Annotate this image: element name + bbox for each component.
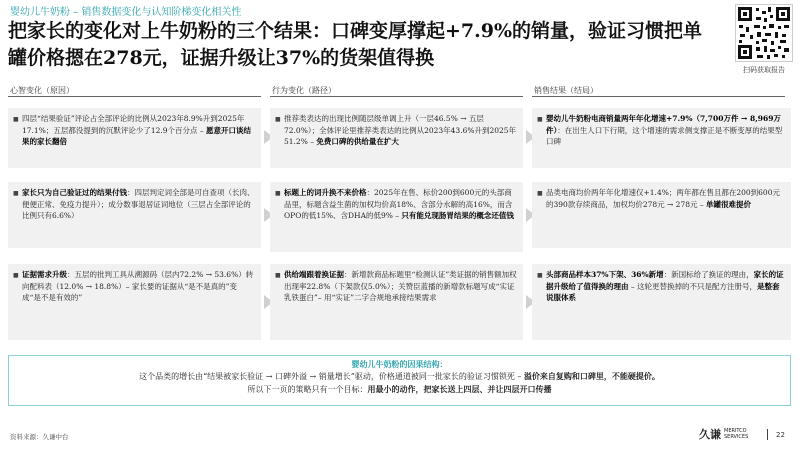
breadcrumb: 婴幼儿牛奶粉 – 销售数据变化与认知阶梯变化相关性 bbox=[10, 7, 242, 18]
result-box-3: ■ 头部商品样本37%下架、36%新增：新国标给了换证的理由，家长的证据升级给了值得换的理由 – 这轮更替换掉的不只是配方注册号，是整套说服体系 bbox=[532, 264, 791, 340]
bullet-icon: ■ bbox=[537, 190, 543, 197]
cause-box-2: ■ 家长只为自己验证过的结果付钱：四层判定词全部是可自查项（长肉、便便正常、免疫力提升）；成分数事退居证词地位（三层占全部评论的比例只有6.6%） bbox=[8, 182, 261, 248]
column-cause bbox=[8, 84, 261, 97]
qr-code-icon bbox=[735, 4, 793, 62]
cause-box-1: ■ 四层“结果验证”评论占全部评论的比例从2023年8.9%升到2025年17.1%；五层都没提到的沉默评论少了12.9个百分点 – 愿意开口谈结果的家长翻倍 bbox=[8, 108, 261, 168]
column-heading: 销售结果（结局） bbox=[532, 84, 785, 97]
column-result bbox=[532, 84, 785, 97]
path-box-2: ■ 标题上的词升换不来价格：2025年在售、标价200到600元的头部商品里，标题含益生菌的加权均价高18%、含部分水解的高16%，而含OPO的低15%、含DHA的低9% – 只有能兑现肠胃结果的概念还值钱 bbox=[270, 182, 523, 252]
source-note: 资料来源：久谦中台 bbox=[10, 433, 69, 441]
page-title: 把家长的变化对上牛奶粉的三个结果：口碑变厚撑起+7.9%的销量，验证习惯把单罐价格摁在278元，证据升级让37%的货架值得换 bbox=[8, 20, 703, 69]
column-heading: 行为变化（路径） bbox=[270, 84, 523, 97]
path-box-3: ■ 供给端跟着换证据：新增款商品标题里“检测认证”类证据的销售额加权出现率22.8%（下架款仅5.0%）；关赞臣蓝播的新增款标题写成“实证乳铁蛋白”– 用“实证”二字合规地承接结果需求 bbox=[270, 264, 523, 340]
qr-caption: 扫码获取报告 bbox=[743, 66, 785, 74]
footer-divider bbox=[767, 429, 768, 440]
summary-heading: 婴幼儿牛奶粉的因果结构： bbox=[351, 359, 448, 369]
bullet-icon: ■ bbox=[537, 116, 543, 123]
summary-line-1: 这个品类的增长由“结果被家长验证 → 口碑外溢 → 销量增长”驱动，价格通道被同一批家长的验证习惯锁死 – 溢价来自复购和口碑里，不能硬提价。 bbox=[139, 371, 660, 381]
bullet-icon: ■ bbox=[537, 272, 543, 279]
column-heading: 心智变化（原因） bbox=[8, 84, 261, 97]
bullet-icon: ■ bbox=[275, 190, 281, 197]
bullet-icon: ■ bbox=[275, 116, 281, 123]
result-box-2: ■ 品类电商均价两年年化增速仅+1.4%；两年都在售且都在200到600元的390款存续商品，加权均价278元 → 278元 – 单罐很难提价 bbox=[532, 182, 791, 248]
company-logo bbox=[699, 426, 748, 442]
bullet-icon: ■ bbox=[13, 272, 19, 279]
summary-line-2: 所以下一页的策略只有一个目标：用最小的动作，把家长送上四层、并让四层开口传播 bbox=[247, 384, 552, 394]
bullet-icon: ■ bbox=[13, 116, 19, 123]
page-number: 22 bbox=[776, 431, 785, 439]
bullet-icon: ■ bbox=[13, 190, 19, 197]
path-box-1: ■ 推荐类表达的出现比例随层级单调上升（一层46.5% → 五层72.0%）；全体评论里推荐类表达的比例从2023年43.6%升到2025年51.2% – 免费口碑的供给量在扩大 bbox=[270, 108, 523, 168]
causal-summary-box bbox=[8, 355, 791, 406]
cause-box-3: ■ 证据需求升级：五层的批判工具从溯源码（层内72.2% → 53.6%）转向配料表（12.0% → 18.8%）– 家长要的证据从“是不是真的”变成“是不是有效的” bbox=[8, 264, 261, 340]
column-path bbox=[270, 84, 523, 97]
bullet-icon: ■ bbox=[275, 272, 281, 279]
result-box-1: ■ 婴幼儿牛奶粉电商销量两年年化增速+7.9%（7,700万件 → 8,969万件）：在出生人口下行期，这个增速的需求侧支撑正是不断变厚的结果型口碑 bbox=[532, 108, 791, 168]
logo-wordmark: MERITCO SERVICES bbox=[724, 428, 749, 440]
logo-mark: 久谦 bbox=[699, 428, 721, 441]
